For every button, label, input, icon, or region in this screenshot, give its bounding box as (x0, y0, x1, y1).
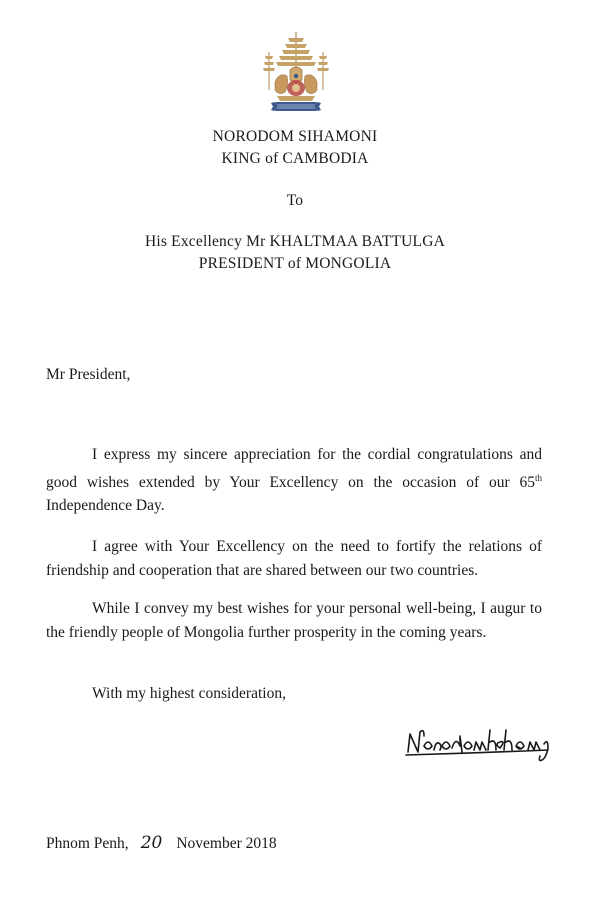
sender-name: NORODOM SIHAMONI (212, 128, 378, 145)
paragraph-appreciation-text: I express my sincere appreciation for the cordial congratulations and good wishes extended by Your Excellency on the occasion of our 65 (46, 446, 542, 491)
place-and-date (46, 833, 277, 853)
month-year: November 2018 (176, 835, 277, 852)
royal-coat-of-arms-icon (261, 30, 331, 116)
addressee-label: To (286, 192, 304, 209)
paragraph-agreement: I agree with Your Excellency on the need to fortify the relations of friendship and cooperation that are shared between our two countries. (46, 538, 542, 579)
paragraph-appreciation-end: Independence Day. (46, 497, 165, 515)
closing-line: With my highest consideration, (92, 685, 286, 702)
recipient-name: His Excellency Mr KHALTMAA BATTULGA (144, 233, 446, 250)
handwritten-day: 20 (140, 833, 163, 853)
paragraph-appreciation (46, 443, 542, 518)
ordinal-suffix: th (534, 472, 542, 483)
place: Phnom Penh, (46, 835, 129, 852)
paragraph-wishes: While I convey my best wishes for your personal well-being, I augur to the friendly people of Mongolia further prosperity in the coming years. (46, 600, 542, 641)
salutation: Mr President, (46, 366, 131, 383)
sender-title: KING of CAMBODIA (221, 150, 369, 167)
handwritten-signature (404, 722, 554, 762)
recipient-title: PRESIDENT of MONGOLIA (198, 255, 392, 272)
